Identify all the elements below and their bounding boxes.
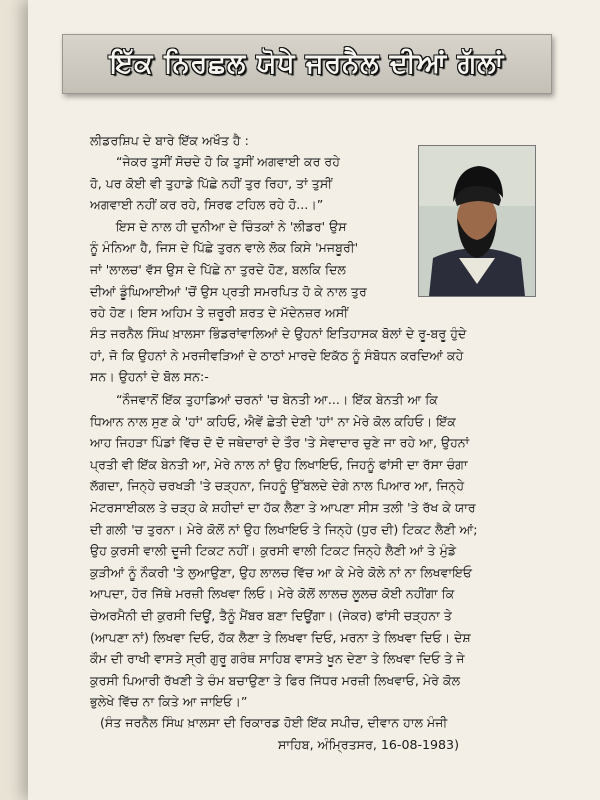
title-banner: [62, 34, 552, 94]
text-line: ਭੁਲੇਖੇ ਵਿੱਚ ਨਾ ਕਿਤੇ ਆ ਜਾਇਓ।”: [90, 694, 248, 710]
page-title: ਇੱਕ ਨਿਰਛਲ ਯੋਧੇ ਜਰਨੈਲ ਦੀਆਂ ਗੱਲਾਂ: [109, 48, 505, 79]
text-line: ਆਹ ਜਿਹੜਾ ਪਿੰਡਾਂ ਵਿੱਚ ਦੋ ਦੋ ਜਥੇਦਾਰਾਂ ਦੇ ਤੌਰ 'ਤੇ ਸੇਵਾਦਾਰ ਚੁਣੇ ਜਾ ਰਹੇ ਆ, ਉਹਨਾਂ: [90, 435, 470, 451]
narrow-paragraph: [90, 151, 367, 324]
text-line: “ਨੌਜਵਾਨੋਂ ਇੱਕ ਤੁਹਾਡਿਆਂ ਚਰਨਾਂ 'ਚ ਬੇਨਤੀ ਆ...। ਇੱਕ ਬੇਨਤੀ ਆ ਕਿ: [116, 392, 438, 407]
book-page: [28, 0, 600, 800]
full-paragraph: [90, 323, 466, 388]
speech-quote: [90, 389, 478, 713]
text-line: ਸਨ। ਉਹਨਾਂ ਦੇ ਬੋਲ ਸਨ:-: [90, 369, 209, 385]
text-line: ਕੁੜੀਆਂ ਨੂੰ ਨੌਕਰੀ 'ਤੇ ਲੁਆਉਣਾ, ਉਹ ਲਾਲਚ ਵਿੱਚ ਆ ਕੇ ਮੇਰੇ ਕੋਲੇ ਨਾਂ ਨਾ ਲਿਖਵਾਇਓ: [90, 564, 473, 580]
source-line: ਸਾਹਿਬ, ਅੰਮ੍ਰਿਤਸਰ, 16-08-1983): [278, 736, 459, 752]
text-line: “ਜੇਕਰ ਤੁਸੀਂ ਸੋਚਦੇ ਹੋ ਕਿ ਤੁਸੀਂ ਅਗਵਾਈ ਕਰ ਰਹੇ: [116, 154, 340, 169]
portrait-photo: [418, 145, 536, 297]
text-line: ਰਹੇ ਹੋਣ। ਇਸ ਅਹਿਮ ਤੇ ਜ਼ਰੂਰੀ ਸ਼ਰਤ ਦੇ ਮੱਦੇਨਜ਼ਰ ਅਸੀਂ: [90, 305, 349, 321]
text-line: ਉਹ ਕੁਰਸੀ ਵਾਲੀ ਦੂਜੀ ਟਿਕਟ ਨਹੀਂ। ਕੁਰਸੀ ਵਾਲੀ ਟਿਕਟ ਜਿਨ੍ਹੇ ਲੈਣੀ ਆਂ ਤੇ ਮੁੰਡੇ: [90, 543, 457, 559]
text-line: ਆਪਦਾ, ਹੋਰ ਜਿੱਥੇ ਮਰਜ਼ੀ ਲਿਖਵਾ ਲਿਓ। ਮੇਰੇ ਕੋਲੋਂ ਲਾਲਚ ਲੂਲਚ ਕੋਈ ਨਹੀਂਗਾ ਕਿ: [90, 586, 455, 602]
text-line: ਲੱਗਦਾ, ਜਿਨ੍ਹੇ ਚਰਖੜੀ 'ਤੇ ਚੜ੍ਹਨਾ, ਜਿਹਨੂੰ ਉੱਬਲਦੇ ਦੇਗੇ ਨਾਲ ਪਿਆਰ ਆ, ਜਿਨ੍ਹੇ: [90, 478, 465, 494]
text-line: ਦੀਆਂ ਡੂੰਘਿਆਈਆਂ 'ਚੋਂ ਉਸ ਪ੍ਰਤੀ ਸਮਰਪਿਤ ਹੋ ਕੇ ਨਾਲ ਤੁਰ: [90, 283, 367, 299]
intro-text: ਲੀਡਰਸ਼ਿਪ ਦੇ ਬਾਰੇ ਇੱਕ ਅਖੌਤ ਹੈ :: [90, 133, 249, 148]
text-line: ਮੋਟਰਸਾਈਕਲ ਤੇ ਚੜ੍ਹ ਕੇ ਸ਼ਹੀਦਾਂ ਦਾ ਹੱਕ ਲੈਣਾ ਤੇ ਆਪਣਾ ਸੀਸ ਤਲੀ 'ਤੇ ਰੱਖ ਕੇ ਯਾਰ: [90, 499, 476, 515]
portrait-icon: [419, 146, 535, 296]
text-line: ਚੇਅਰਮੈਨੀ ਦੀ ਕੁਰਸੀ ਦਿਊਂ, ਤੈਨੂੰ ਮੈਂਬਰ ਬਣਾ ਦਿਊਂਗਾ। (ਜੇਕਰ) ਫਾਂਸੀ ਚੜ੍ਹਨਾ ਤੇ: [90, 607, 452, 623]
text-line: ਧਿਆਨ ਨਾਲ ਸੁਣ ਕੇ 'ਹਾਂ' ਕਹਿਓ, ਐਵੇਂ ਛੇਤੀ ਦੇਣੀ 'ਹਾਂ' ਨਾ ਮੇਰੇ ਕੋਲ ਕਹਿਓ। ਇੱਕ: [90, 413, 456, 429]
text-line: ਨੂੰ ਮੰਨਿਆ ਹੈ, ਜਿਸ ਦੇ ਪਿੱਛੇ ਤੁਰਨ ਵਾਲੇ ਲੋਕ ਕਿਸੇ 'ਮਜਬੂਰੀ': [90, 240, 359, 256]
text-line: ਕੁਰਸੀ ਪਿਆਰੀ ਰੱਖਣੀ ਤੇ ਚੰਮ ਬਚਾਉਣਾ ਤੇ ਫਿਰ ਜਿੱਧਰ ਮਰਜ਼ੀ ਲਿਖਵਾਓ, ਮੇਰੇ ਕੋਲ: [90, 672, 461, 688]
text-line: (ਆਪਣਾ ਨਾਂ) ਲਿਖਵਾ ਦਿਓ, ਹੱਕ ਲੈਣਾ ਤੇ ਲਿਖਵਾ ਦਿਓ, ਮਰਨਾ ਤੇ ਲਿਖਵਾ ਦਿਓ। ਦੇਸ਼: [90, 629, 471, 645]
text-line: ਹਾਂ, ਜੋ ਕਿ ਉਹਨਾਂ ਨੇ ਮਰਜੀਵੜਿਆਂ ਦੇ ਠਾਠਾਂ ਮਾਰਦੇ ਇਕੱਠ ਨੂੰ ਸੰਬੋਧਨ ਕਰਦਿਆਂ ਕਹੇ: [90, 347, 464, 363]
text-line: ਅਗਵਾਈ ਨਹੀਂ ਕਰ ਰਹੇ, ਸਿਰਫ ਟਹਿਲ ਰਹੇ ਹੋ...।”: [90, 197, 324, 213]
text-line: ਕੌਮ ਦੀ ਰਾਖੀ ਵਾਸਤੇ ਸ੍ਰੀ ਗੁਰੂ ਗਰੰਥ ਸਾਹਿਬ ਵਾਸਤੇ ਖੂਨ ਦੇਣਾ ਤੇ ਲਿਖਵਾ ਦਿਓ ਤੇ ਜੇ: [90, 651, 465, 667]
text-line: ਹੋ, ਪਰ ਕੋਈ ਵੀ ਤੁਹਾਡੇ ਪਿੱਛੇ ਨਹੀਂ ਤੁਰ ਰਿਹਾ, ਤਾਂ ਤੁਸੀਂ: [90, 175, 332, 191]
source-line: (ਸੰਤ ਜਰਨੈਲ ਸਿੰਘ ਖ਼ਾਲਸਾ ਦੀ ਰਿਕਾਰਡ ਹੋਈ ਇੱਕ ਸਪੀਚ, ਦੀਵਾਨ ਹਾਲ ਮੰਜੀ: [100, 715, 448, 730]
text-line: ਸੰਤ ਜਰਨੈਲ ਸਿੰਘ ਖ਼ਾਲਸਾ ਭਿੰਡਰਾਂਵਾਲਿਆਂ ਦੇ ਉਹਨਾਂ ਇਤਿਹਾਸਕ ਬੋਲਾਂ ਦੇ ਰੂ-ਬਰੂ ਹੁੰਦੇ: [90, 326, 467, 341]
text-line: ਇਸ ਦੇ ਨਾਲ ਹੀ ਦੁਨੀਆ ਦੇ ਚਿੰਤਕਾਂ ਨੇ 'ਲੀਡਰ' ਉਸ: [116, 218, 347, 234]
text-line: ਦੀ ਗਲੀ 'ਚ ਤੁਰਨਾ। ਮੇਰੇ ਕੋਲੋਂ ਨਾਂ ਉਹ ਲਿਖਾਇਓ ਤੇ ਜਿਨ੍ਹੇ (ਧੁਰ ਦੀ) ਟਿਕਟ ਲੈਣੀ ਆਂ;: [90, 521, 478, 537]
speech-source: [100, 712, 459, 755]
text-line: ਜਾਂ 'ਲਾਲਚ' ਵੱਸ ਉਸ ਦੇ ਪਿੱਛੇ ਨਾ ਤੁਰਦੇ ਹੋਣ, ਬਲਕਿ ਦਿਲ: [90, 261, 346, 277]
text-line: ਪ੍ਰਤੀ ਵੀ ਇੱਕ ਬੇਨਤੀ ਆ, ਮੇਰੇ ਨਾਲ ਨਾਂ ਉਹ ਲਿਖਾਇਓ, ਜਿਹਨੂੰ ਫਾਂਸੀ ਦਾ ਰੱਸਾ ਚੰਗਾ: [90, 456, 468, 472]
